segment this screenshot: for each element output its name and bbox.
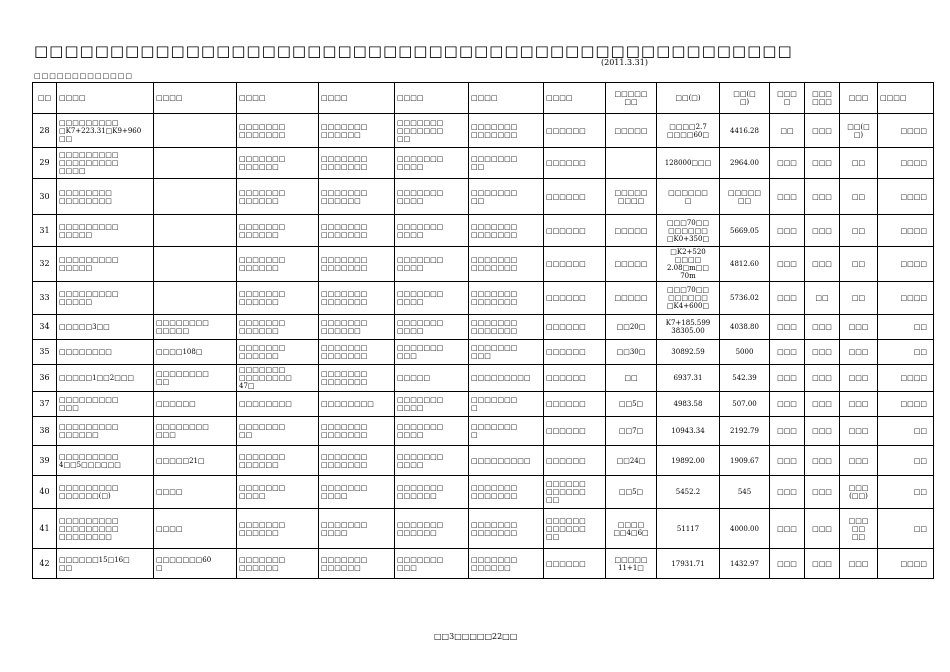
table-cell: 4983.58 [657,392,720,417]
table-cell: □□□ [770,392,805,417]
table-cell: □□□□□□□□□ [469,365,544,392]
table-cell: □□ [878,446,934,476]
table-cell: □□□ [770,315,805,340]
table-cell: □□□□□21□ [154,446,237,476]
table-cell [606,148,657,179]
table-row [33,148,934,179]
table-cell: 31 [33,215,57,247]
table-cell: □□□ [805,509,840,549]
table-cell: 128000□□□ [657,148,720,179]
table-cell: 40 [33,476,57,509]
table-cell: □□□□□□□ □□□□ [395,315,469,340]
table-cell: □□□□□ □□□□ [606,179,657,215]
table-cell: □□□□□□□ □□ [469,148,544,179]
table-cell: □□□□□□□60 □ [154,549,237,579]
table-cell: □□□□□□□ □□□□□□ [237,315,319,340]
table-cell: □□□□□□ □ [657,179,720,215]
table-cell: □□□□□□□ □□□□□□ [237,509,319,549]
table-cell: □□□ [770,417,805,446]
table-cell: □□□ [805,215,840,247]
table-row [33,476,934,509]
table-cell: □□□□□□□□□ □□□□□ [57,215,154,247]
table-row [33,417,934,446]
table-cell: □□□ [770,549,805,579]
table-cell: □□□□□□□ □□□□□□□ □□ [395,114,469,148]
table-cell: □□ [840,215,878,247]
table-cell: □□□ [840,315,878,340]
table-cell: 5000 [720,340,770,365]
table-cell: □□□ [770,179,805,215]
table-cell: 33 [33,282,57,315]
table-cell: □□30□ [606,340,657,365]
table-cell: □□□□□□□□ [57,340,154,365]
table-cell: □□□□□□□□□ □K7+223.31□K9+960 □□ [57,114,154,148]
table-cell: 542.39 [720,365,770,392]
table-cell: □□□ [770,340,805,365]
table-cell: □□□□□□□ □□□□ [319,509,395,549]
table-row [33,392,934,417]
table-cell: □□□□□□□ □□□□ [395,446,469,476]
table-cell: □□□□□ 11+1□ [606,549,657,579]
table-cell [154,282,237,315]
table-cell: □□□□□□□ □□□□ [395,247,469,282]
table-cell: □□□□□□□□□ □□□□□□□□□ □□□□ [57,148,154,179]
table-cell: □□□□□□□□ □□ [154,365,237,392]
table-cell: □□□□□□□ □□□□ [395,392,469,417]
table-cell: □□□□□□□ □□□□ [319,476,395,509]
table-cell: □□□□□□□ □□□□□□ [237,549,319,579]
table-cell: □□□□□□ [544,247,606,282]
table-cell: □□ [840,247,878,282]
column-header: □□(□) [657,83,720,114]
header-row [33,83,934,114]
column-header: □□□ □□□ [805,83,840,114]
table-cell: □□□□□□□ □□□□ [395,417,469,446]
table-cell: □□□□□□ [544,179,606,215]
column-header: □□□□□ □□ [606,83,657,114]
table-cell: □□□□2.7 □□□□60□ [657,114,720,148]
table-cell: □□□□□□□□□ □□□□□□□□□ □□□□□□□□ [57,509,154,549]
table-cell: □□□□□□□ □□□□□□□ [469,476,544,509]
table-cell: 42 [33,549,57,579]
table-cell [154,247,237,282]
table-cell: □□□□□□□ □□□□□□□ [237,114,319,148]
table-body [33,114,934,579]
table-cell: □□□□□□□ □□□ [395,340,469,365]
table-cell: □□□□□□□ □□ [469,179,544,215]
table-cell: □□7□ [606,417,657,446]
table-cell [154,114,237,148]
table-cell: □□□□□□ [544,392,606,417]
table-cell: □□□□□□□□ □□□ [154,417,237,446]
table-cell: □□□□□□□ □□□ [469,340,544,365]
table-cell: 4038.80 [720,315,770,340]
table-cell: 10943.34 [657,417,720,446]
table-cell: □□□ [840,392,878,417]
table-cell: □□□□□□ [544,282,606,315]
table-cell: 51117 [657,509,720,549]
table-cell: □□ [878,509,934,549]
column-header: □□□□ [469,83,544,114]
table-cell: □□□□□ □□ [720,179,770,215]
table-cell: 4416.28 [720,114,770,148]
document-title: □□□□□□□□□□□□□□□□□□□□□□□□□□□□□□□□□□□□□□□□□□□□□□□□□□ [34,42,793,60]
table-cell: □□□□□□ [544,417,606,446]
table-cell: □□□□□□□□ □□□□□ [154,315,237,340]
table-cell: □□□ (□□) [840,476,878,509]
table-cell: □□□□□□□ □□□□□□ [237,179,319,215]
page-footer: □□3□□□□□22□□ [434,632,518,641]
table-cell: □□□□□□□ □□□□□□ [395,476,469,509]
table-row [33,114,934,148]
table-cell: 30 [33,179,57,215]
table-cell: □□ [805,282,840,315]
table-cell: □□□□ [878,282,934,315]
table-cell: □□5□ [606,476,657,509]
report-date: (2011.3.31) [601,58,648,67]
table-cell: □□□ [770,247,805,282]
table-cell: □□□□□□□□□ □□□ [57,392,154,417]
table-row [33,446,934,476]
table-cell: 545 [720,476,770,509]
table-cell: □□□□□□□ □□□□□□□ [319,417,395,446]
table-cell: □□□□□ [606,282,657,315]
table-cell: □□ [770,114,805,148]
table-cell: □□□□□□□ □□□□□□□□ 47□ [237,365,319,392]
table-cell: 5452.2 [657,476,720,509]
table-cell: □□ [840,282,878,315]
table-cell: □□□□□3□□ [57,315,154,340]
table-cell: □□□□ [878,215,934,247]
table-cell: □□□□□□15□16□ □□ [57,549,154,579]
table-cell: □□□□□□□□□ □□□□□□ [57,417,154,446]
table-cell: □□□ [805,315,840,340]
table-cell: 2964.00 [720,148,770,179]
table-cell: □□□□□□ [544,446,606,476]
table-cell [154,215,237,247]
table-cell: □□□ [805,179,840,215]
table-cell: □□□□□□□ □□□□□□□ [319,340,395,365]
column-header: □□□□ [154,83,237,114]
table-cell: □□□ [805,365,840,392]
table-cell: □□□□□□□ □□□□□□□ [469,509,544,549]
table-cell: □□□ [805,549,840,579]
table-cell: □□□□ [878,114,934,148]
table-cell: □□□□□□□ □□□□□□ [237,215,319,247]
table-row [33,247,934,282]
table-cell: 6937.31 [657,365,720,392]
table-cell: □□□ [805,340,840,365]
table-cell: □□□□□□□□□ □□□□□□(□) [57,476,154,509]
project-ledger-table [32,82,934,579]
table-cell: □□□ □□ □□ [840,509,878,549]
table-cell: 4000.00 [720,509,770,549]
table-cell: □□ [878,417,934,446]
table-cell: 17931.71 [657,549,720,579]
table-cell: 28 [33,114,57,148]
table-cell: □□□□□□□ □□□□□□□ [319,446,395,476]
table-cell: □□□□□□□ □□□□□□□ [319,148,395,179]
table-cell: □□□□□□□□□ [469,446,544,476]
table-cell: □□□ [770,282,805,315]
table-cell: 5736.02 [720,282,770,315]
table-cell: □□□ [770,148,805,179]
table-cell: □□ [840,148,878,179]
table-cell: □□□□□□ [544,215,606,247]
table-cell: □□□□□ [395,365,469,392]
table-cell: □□□□□□ [544,340,606,365]
table-cell: 2192.79 [720,417,770,446]
table-cell: □□□□ [154,509,237,549]
table-cell: □□□□ [878,148,934,179]
column-header: □□□□ [237,83,319,114]
table-cell: □□□□□□ [544,549,606,579]
column-header: □□(□ □) [720,83,770,114]
table-cell: 29 [33,148,57,179]
table-cell: □□□□□□ □□□□□□ □□ [544,476,606,509]
column-header: □□□□ [57,83,154,114]
table-cell: □□□□□□□ □□□□□□ [469,549,544,579]
table-cell: □□□□□□□ □□□□□□ [237,247,319,282]
table-cell: □□□□□□□ □□□□ [395,179,469,215]
table-cell: □□ [878,340,934,365]
table-cell: □□□□□□□ □□□□□□ [319,179,395,215]
column-header: □□□ □ [770,83,805,114]
column-header: □□ [33,83,57,114]
table-cell: □□□□□□ [544,315,606,340]
table-row [33,282,934,315]
table-cell: 35 [33,340,57,365]
table-row [33,179,934,215]
column-header: □□□□ [878,83,934,114]
table-cell: 32 [33,247,57,282]
table-row [33,340,934,365]
table-cell: □□□□□□□ □□□ [395,549,469,579]
table-cell: □□□ [805,114,840,148]
table-cell: □□□□□□□ □□□□□□□ [469,282,544,315]
table-cell: 1432.97 [720,549,770,579]
table-cell: □□□□□□□ □□□□□□□ [469,114,544,148]
table-cell: □□□ [805,247,840,282]
table-cell: □□□ [805,476,840,509]
table-cell: □□□□□□ [154,392,237,417]
table-cell: □□□□□□ [544,148,606,179]
table-cell: 37 [33,392,57,417]
table-cell: □□□□□□□ □□□□□□□ [319,247,395,282]
table-cell: □□□ [840,417,878,446]
table-cell: □□□□ [878,392,934,417]
table-cell: □□□ [770,446,805,476]
table-cell: □□□□□1□□2□□□ [57,365,154,392]
table-cell: □□ [840,179,878,215]
table-cell: □□□ [840,549,878,579]
table-cell: □□□□□□□ □□□□□□□ [319,215,395,247]
table-cell: □□□□□□ [544,365,606,392]
table-row [33,549,934,579]
column-header: □□□□ [319,83,395,114]
table-cell: 30892.59 [657,340,720,365]
table-cell: 5669.05 [720,215,770,247]
table-cell: □□□□□□□ □□□□□□ [319,315,395,340]
table-cell: □□□ [840,365,878,392]
table-cell: □□□ [805,446,840,476]
table-cell: □□ [878,315,934,340]
table-cell: □□□□□□□□□ □□□□□ [57,282,154,315]
table-cell: □□(□ □) [840,114,878,148]
table-cell: □□□□ [154,476,237,509]
table-cell: □□□□ [878,247,934,282]
table-cell: □□□□□□□ □ [469,417,544,446]
table-cell: □□□□□□□ □□□□□□ [395,509,469,549]
table-cell: □□□□□□□ □□□□□□□ [319,282,395,315]
table-row [33,315,934,340]
table-cell: □□□□ [878,549,934,579]
table-cell: 4812.60 [720,247,770,282]
table-cell: □□□□□□□□ [237,392,319,417]
table-cell: □□□□□□□ □□□□ [395,215,469,247]
table-cell: □□□□□□□ □□□□ [395,148,469,179]
table-cell: □□□□□□□□ [319,392,395,417]
table-cell: □□□□108□ [154,340,237,365]
unit-line: □□□□□□□□□□□□□ [34,72,133,80]
table-cell: □□□□□□□ □ [469,392,544,417]
table-cell: 38 [33,417,57,446]
column-header: □□□ [840,83,878,114]
table-cell [154,179,237,215]
table-cell: □□□ [840,340,878,365]
table-cell: □□□ [770,509,805,549]
table-cell: □□□□□□□ □□□□□□ [237,282,319,315]
table-cell: □K2+520 □□□□ 2.08□m□□ 70m [657,247,720,282]
table-cell: □□□□□□□ □□□□□□□ [319,365,395,392]
table-row [33,509,934,549]
table-cell: □□ [606,365,657,392]
table-cell: □□□□□□□ □□□□□□ [237,340,319,365]
table-cell: □□□□□□□ □□□□□□ [319,114,395,148]
table-cell: K7+185.599 38305.00 [657,315,720,340]
table-cell: □□□□ [878,365,934,392]
table-cell: □□20□ [606,315,657,340]
column-header: □□□□ [544,83,606,114]
table-cell: □□24□ [606,446,657,476]
table-cell: □□□ [805,417,840,446]
table-cell: □□□□□□□□□ □□□□□ [57,247,154,282]
table-cell: □□5□ [606,392,657,417]
table-cell: □□□□□□□ □□□□ [395,282,469,315]
table-cell: □□□□□□□ □□□□□□□ [469,247,544,282]
table-cell: 36 [33,365,57,392]
table-cell: 41 [33,509,57,549]
table-cell: □□□□□□□ □□□□ [237,476,319,509]
table-cell: 19892.00 [657,446,720,476]
table-cell: □□□□□□□ □□□□□□ [237,446,319,476]
table-cell: □□□70□□ □□□□□□ □K0+350□ [657,215,720,247]
table-cell [154,148,237,179]
table-cell: □□□□□ [606,114,657,148]
table-cell: □□□□□□□ □□□□□□□ [469,315,544,340]
table-cell: 507.00 [720,392,770,417]
table-cell: □□□□ [878,179,934,215]
table-cell: □□□ [805,392,840,417]
table-cell: □□□□□□□ □□□□□□ [237,148,319,179]
table-cell: □□□□□□□ □□□□□□ [319,549,395,579]
table-cell: 34 [33,315,57,340]
table-cell: □□□ [770,476,805,509]
table-cell: □□□□□ [606,215,657,247]
table-cell: □□□□□□□ □□□□□□□ [469,215,544,247]
table-cell: □□□ [770,365,805,392]
table-cell: □□□□□□□□□ 4□□5□□□□□□ [57,446,154,476]
table-cell: □□ [878,476,934,509]
table-cell: 39 [33,446,57,476]
table-cell: □□□70□□ □□□□□□ □K4+600□ [657,282,720,315]
table-cell: □□□ [840,446,878,476]
table-cell: 1909.67 [720,446,770,476]
table-cell: □□□□□□ [544,114,606,148]
table-cell: □□□□□□ □□□□□□ □□ [544,509,606,549]
table-cell: □□□□ □□4□6□ [606,509,657,549]
table-row [33,365,934,392]
table-cell: □□□□□ [606,247,657,282]
table-cell: □□□□□□□ □□ [237,417,319,446]
table-row [33,215,934,247]
table-cell: □□□ [805,148,840,179]
column-header: □□□□ [395,83,469,114]
table-cell: □□□ [770,215,805,247]
table-cell: □□□□□□□□ □□□□□□□□ [57,179,154,215]
